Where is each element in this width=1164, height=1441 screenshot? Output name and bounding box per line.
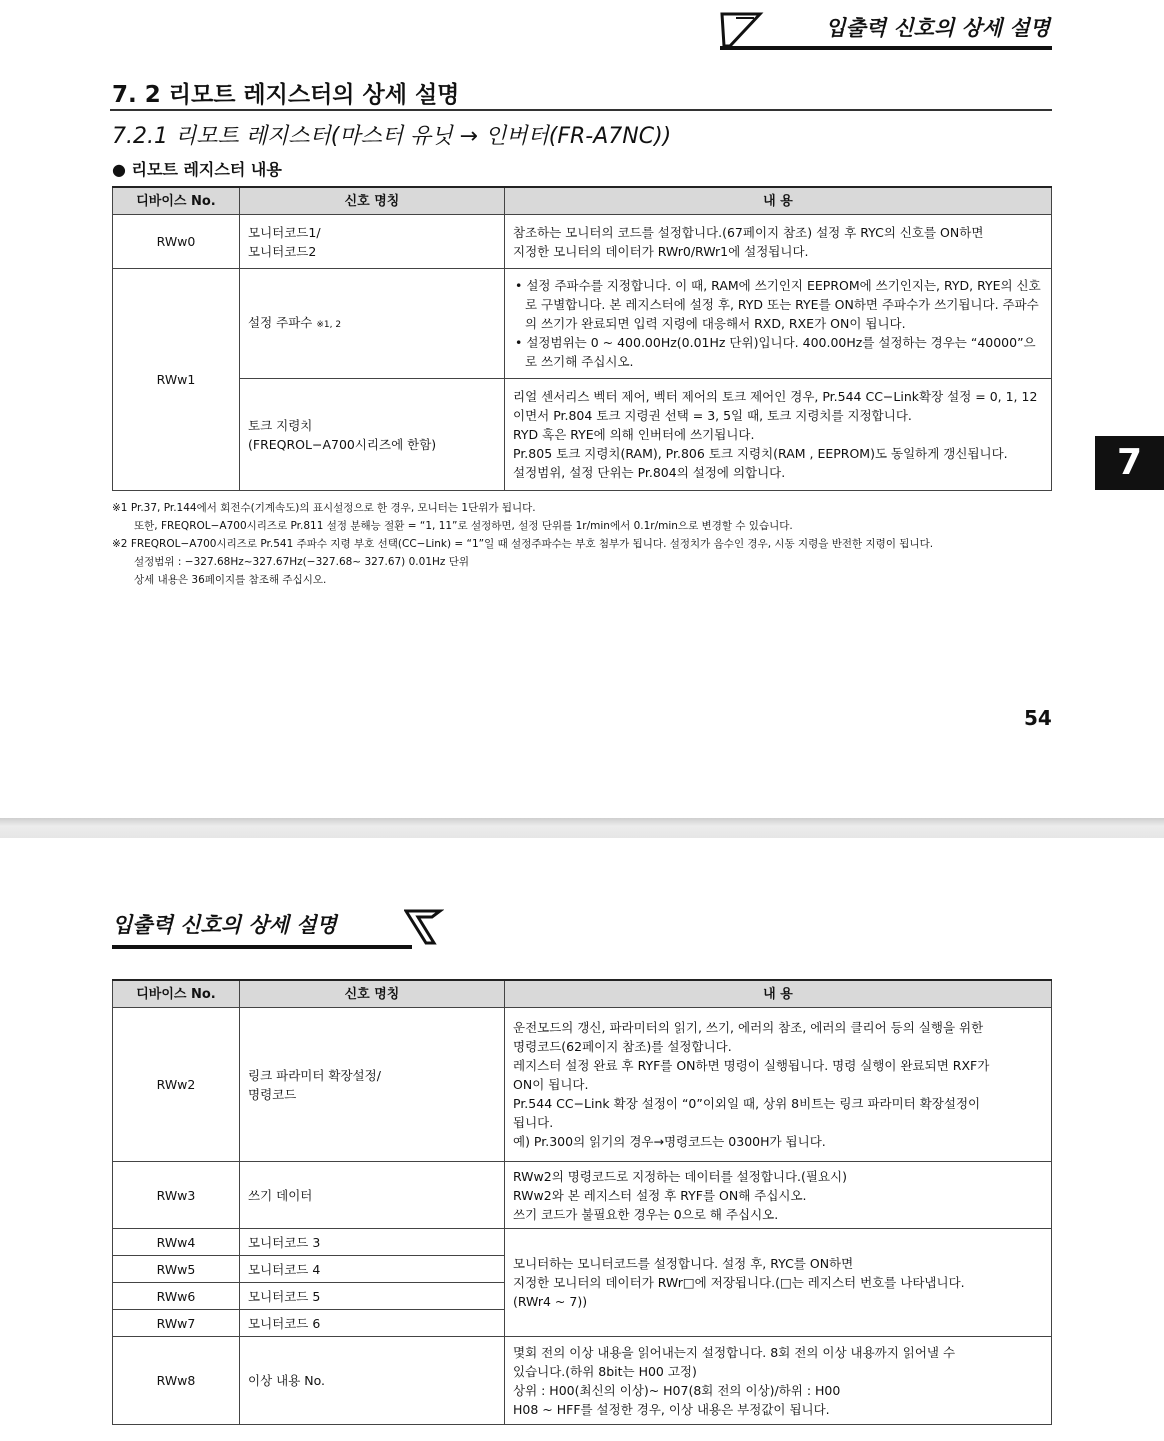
footnote-ref: ※1, 2	[316, 319, 342, 330]
device-cell: RWw3	[113, 1162, 240, 1229]
header-title: 입출력 신호의 상세 설명	[112, 913, 337, 937]
content-cell	[505, 215, 1052, 269]
content-line: 리얼 센서리스 벡터 제어, 벡터 제어의 토크 제어인 경우, Pr.544 CC−Link확장 설정 = 0, 1, 12	[513, 389, 1038, 404]
signal-name-line: 모니터코드2	[248, 243, 317, 259]
content-line: 몇회 전의 이상 내용을 읽어내는지 설정합니다. 8회 전의 이상 내용까지 읽어낼 수	[513, 1344, 956, 1360]
content-line: 상위 : H00(최신의 이상)~ H07(8회 전의 이상)/하위 : H00	[513, 1382, 841, 1398]
table-row	[113, 1337, 1052, 1425]
content-line: RWw2의 명령코드로 지정하는 데이터를 설정합니다.(필요시)	[513, 1168, 847, 1184]
content-bullet: • 설정범위는 0 ~ 400.00Hz(0.01Hz 단위)입니다. 400.00Hz를 설정하는 경우는 “40000”으로 쓰기해 주십시오.	[513, 333, 1043, 371]
device-cell: RWw4	[113, 1229, 240, 1256]
content-line: (RWr4 ~ 7))	[513, 1294, 588, 1309]
table-row	[113, 1229, 1052, 1256]
header-rule	[112, 945, 412, 949]
signal-name-cell	[240, 1008, 505, 1162]
content-line: 설정범위, 설정 단위는 Pr.804의 설정에 의합니다.	[513, 465, 786, 480]
content-line: 운전모드의 갱신, 파라미터의 읽기, 쓰기, 에러의 참조, 에러의 클리어 등의 실행을 위한	[513, 1020, 984, 1035]
content-cell	[505, 1162, 1052, 1229]
content-cell	[505, 1229, 1052, 1337]
subsection-title: 7.2.1 리모트 레지스터(마스터 유닛 → 인버터(FR-A7NC))	[112, 124, 672, 149]
signal-name-cell	[240, 215, 505, 269]
table-row	[113, 379, 1052, 491]
signal-name: 설정 주파수	[248, 314, 313, 330]
content-line: 예) Pr.300의 읽기의 경우→명령코드는 0300H가 됩니다.	[513, 1134, 826, 1149]
signal-name-cell	[240, 379, 505, 491]
footnote: 또한, FREQROL−A700시리즈로 Pr.811 설정 분해능 절환 = “1, 11”로 설정하면, 설정 단위를 1r/min에서 0.1r/min으로 변경할 수 있습니다.	[134, 520, 793, 532]
signal-name-cell: 모니터코드 4	[240, 1256, 505, 1283]
device-cell: RWw2	[113, 1008, 240, 1162]
content-line: Pr.805 토크 지령치(RAM), Pr.806 토크 지령치(RAM , EEPROM)도 동일하게 갱신됩니다.	[513, 446, 1008, 461]
content-line: RWw2와 본 레지스터 설정 후 RYF를 ON해 주십시오.	[513, 1187, 807, 1203]
signal-name-cell: 모니터코드 3	[240, 1229, 505, 1256]
footnote: 상세 내용은 36페이지를 참조해 주십시오.	[134, 574, 327, 586]
content-line: 레지스터 설정 완료 후 RYF를 ON하면 명령이 실행됩니다. 명령 실행이 완료되면 RXF가	[513, 1058, 990, 1073]
content-cell	[505, 1337, 1052, 1425]
device-cell: RWw1	[113, 269, 240, 491]
remote-register-table	[112, 979, 1052, 1425]
page-separator	[0, 818, 1164, 838]
chapter-stripe-icon	[404, 907, 444, 947]
remote-register-table	[112, 186, 1052, 491]
content-line: 모니터하는 모니터코드를 설정합니다. 설정 후, RYC를 ON하면	[513, 1256, 854, 1271]
signal-name-cell	[240, 269, 505, 379]
footnote: 설정범위 : −327.68Hz~327.67Hz(−327.68~ 327.67) 0.01Hz 단위	[134, 556, 470, 568]
signal-name-cell: 모니터코드 5	[240, 1283, 505, 1310]
content-line: 됩니다.	[513, 1115, 554, 1130]
chapter-header	[112, 905, 444, 949]
content-line: 명령코드(62페이지 참조)를 설정합니다.	[513, 1039, 732, 1054]
footnote: ※2 FREQROL−A700시리즈로 Pr.541 주파수 지령 부호 선택(CC−Link) = “1”일 때 설정주파수는 부호 첨부가 됩니다. 설정치가 음수인 경우, 시동 지령을 반전한 지령이 됩니다.	[112, 538, 934, 550]
table-row	[113, 1008, 1052, 1162]
content-line: H08 ~ HFF를 설정한 경우, 이상 내용은 부정값이 됩니다.	[513, 1401, 830, 1417]
content-line: Pr.544 CC−Link 확장 설정이 “0”이외일 때, 상위 8비트는 링크 파라미터 확장설정이	[513, 1096, 981, 1111]
table-row	[113, 269, 1052, 379]
col-header-content: 내 용	[505, 187, 1052, 215]
content-line: 참조하는 모니터의 코드를 설정합니다.(67페이지 참조) 설정 후 RYC의 신호를 ON하면	[513, 224, 984, 240]
signal-name-cell: 쓰기 데이터	[240, 1162, 505, 1229]
col-header-device: 디바이스 No.	[113, 980, 240, 1008]
page-number: 54	[1024, 706, 1052, 730]
chapter-stripe-icon	[720, 10, 780, 50]
device-cell: RWw0	[113, 215, 240, 269]
content-cell	[505, 379, 1052, 491]
footnote: ※1 Pr.37, Pr.144에서 회전수(기계속도)의 표시설정으로 한 경우, 모니터는 1단위가 됩니다.	[112, 502, 536, 514]
chapter-tab: 7	[1095, 436, 1164, 490]
content-line: ON이 됩니다.	[513, 1077, 589, 1092]
section-title: 7. 2 리모트 레지스터의 상세 설명	[112, 82, 460, 108]
content-line: RYD 혹은 RYE에 의해 인버터에 쓰기됩니다.	[513, 427, 755, 442]
device-cell: RWw8	[113, 1337, 240, 1425]
content-line: 지정한 모니터의 데이터가 RWr0/RWr1에 설정됩니다.	[513, 243, 809, 259]
footnotes	[112, 499, 1032, 589]
bullet-heading: ● 리모트 레지스터 내용	[112, 160, 282, 179]
header-rule	[720, 46, 1052, 50]
content-line: 지정한 모니터의 데이터가 RWr□에 저장됩니다.(□는 레지스터 번호를 나타냅니다.	[513, 1275, 965, 1290]
signal-name-cell: 모니터코드 6	[240, 1310, 505, 1337]
signal-name-line: 토크 지령치	[248, 417, 313, 433]
col-header-signal: 신호 명칭	[240, 980, 505, 1008]
table-row	[113, 215, 1052, 269]
content-line: 쓰기 코드가 불필요한 경우는 0으로 해 주십시오.	[513, 1206, 779, 1222]
signal-name-line: (FREQROL−A700시리즈에 한함)	[248, 436, 437, 452]
content-line: 이면서 Pr.804 토크 지령권 선택 = 3, 5일 때, 토크 지령치를 지정합니다.	[513, 408, 912, 423]
content-cell	[505, 269, 1052, 379]
device-cell: RWw5	[113, 1256, 240, 1283]
col-header-signal: 신호 명칭	[240, 187, 505, 215]
device-cell: RWw7	[113, 1310, 240, 1337]
header-title: 입출력 신호의 상세 설명	[825, 16, 1050, 40]
col-header-device: 디바이스 No.	[113, 187, 240, 215]
section-rule	[110, 109, 1052, 111]
chapter-header	[720, 10, 1052, 50]
device-cell: RWw6	[113, 1283, 240, 1310]
signal-name-line: 링크 파라미터 확장설정/	[248, 1067, 381, 1083]
content-cell	[505, 1008, 1052, 1162]
signal-name-line: 모니터코드1/	[248, 224, 321, 240]
signal-name-line: 명령코드	[248, 1086, 297, 1102]
signal-name-cell: 이상 내용 No.	[240, 1337, 505, 1425]
content-bullet: • 설정 주파수를 지정합니다. 이 때, RAM에 쓰기인지 EEPROM에 쓰기인지는, RYD, RYE의 신호로 구별합니다. 본 레지스터에 설정 후, RYD 또는 RYE를 ON하면 주파수가 쓰기됩니다. 주파수의 쓰기가 완료되면 입력 지령에 대응해서 RXD, RXE가 ON이 됩니다.	[513, 276, 1043, 333]
table-row	[113, 1162, 1052, 1229]
col-header-content: 내 용	[505, 980, 1052, 1008]
manual-page-55	[0, 838, 1164, 1441]
content-line: 있습니다.(하위 8bit는 H00 고정)	[513, 1363, 697, 1379]
